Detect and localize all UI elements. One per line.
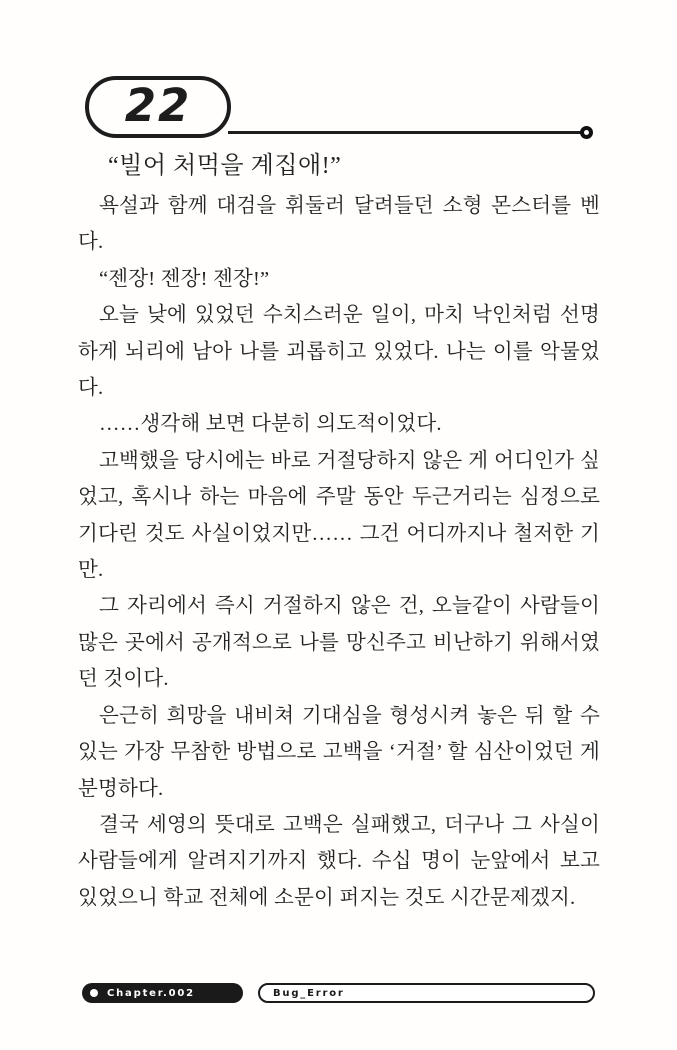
page-title: “빌어 처먹을 계집애!” [108, 153, 342, 179]
footer-section-label: Bug_Error [273, 987, 345, 999]
paragraph: 욕설과 함께 대검을 휘둘러 달려들던 소형 몬스터를 벤다. [78, 195, 600, 254]
paragraph: “젠장! 젠장! 젠장!” [99, 267, 270, 290]
paragraph: ……생각해 보면 다분히 의도적이었다. [99, 413, 442, 436]
paragraph: 은근히 희망을 내비쳐 기대심을 형성시켜 놓은 뒤 할 수 있는 가장 무참한 방법으로 고백을 ‘거절’ 할 심산이었던 게 분명하다. [78, 704, 600, 800]
header-rule-line [228, 131, 583, 134]
body-text-block [78, 146, 600, 916]
footer-chapter-pill [82, 983, 243, 1003]
ring-bullet-icon [580, 126, 593, 139]
chapter-number: 22 [124, 78, 192, 132]
footer-chapter-label: Chapter.002 [107, 987, 195, 999]
paragraph: 고백했을 당시에는 바로 거절당하지 않은 게 어디인가 싶었고, 혹시나 하는 마음에 주말 동안 두근거리는 심정으로 기다린 것도 사실이었지만…… 그건 어디까지나 철저한 기만. [78, 449, 600, 582]
paragraph: 결국 세영의 뜻대로 고백은 실패했고, 더구나 그 사실이 사람들에게 알려지기까지 했다. 수십 명이 눈앞에서 보고 있었으니 학교 전체에 소문이 퍼지는 것도 시간문제겠지. [78, 813, 600, 909]
dot-icon [90, 989, 98, 997]
paragraph: 그 자리에서 즉시 거절하지 않은 건, 오늘같이 사람들이 많은 곳에서 공개적으로 나를 망신주고 비난하기 위해서였던 것이다. [78, 595, 600, 691]
chapter-number-badge [85, 76, 231, 138]
paragraph: 오늘 낮에 있었던 수치스러운 일이, 마치 낙인처럼 선명하게 뇌리에 남아 나를 괴롭히고 있었다. 나는 이를 악물었다. [78, 304, 600, 400]
footer-section-pill [258, 983, 595, 1003]
